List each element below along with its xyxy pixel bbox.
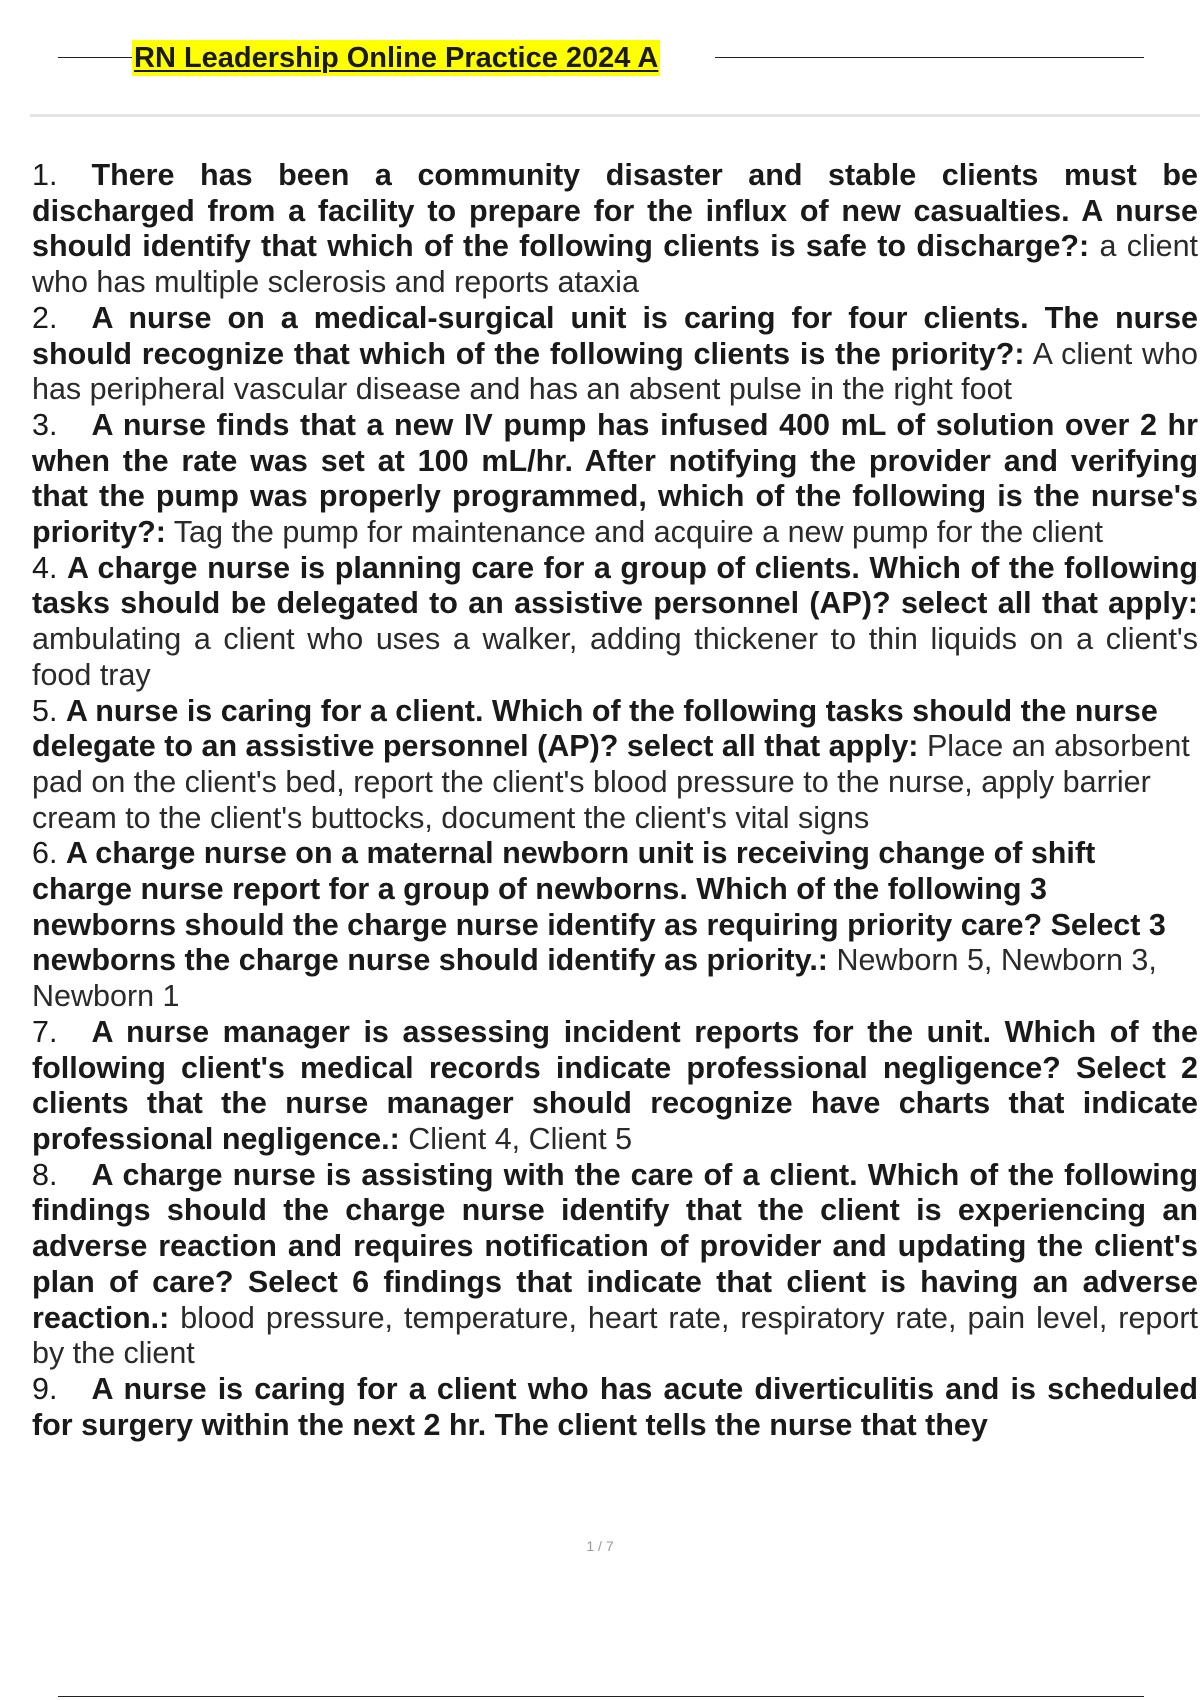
footer-rule (58, 1696, 1144, 1697)
question-list (32, 158, 1198, 1478)
question-text: A nurse is caring for a client who has acute diverticulitis and is scheduled for surgery within the next 2 hr. The client tells the nurse that they (32, 1371, 1198, 1442)
question-item-1 (32, 158, 1198, 301)
question-number: 8. (32, 1157, 58, 1192)
question-text: A nurse manager is assessing incident reports for the unit. Which of the following client's medical records indicate professional negligence? Select 2 clients that the nurse manager should recognize have charts that indicate professional negligence.: (32, 1014, 1198, 1156)
answer-text: blood pressure, temperature, heart rate, respiratory rate, pain level, report by the client (32, 1300, 1198, 1371)
question-item-4 (32, 551, 1198, 694)
title-rule-left (58, 57, 132, 58)
question-text: A nurse is caring for a client. Which of the following tasks should the nurse delegate to an assistive personnel (AP)? select all that apply: (32, 693, 1158, 764)
question-text: A nurse on a medical-surgical unit is caring for four clients. The nurse should recognize that which of the following clients is the priority?: (32, 300, 1198, 371)
answer-text: Client 4, Client 5 (408, 1121, 633, 1156)
question-item-7 (32, 1015, 1198, 1158)
question-item-6 (32, 836, 1198, 1015)
question-item-3 (32, 408, 1198, 551)
question-text: A charge nurse is planning care for a group of clients. Which of the following tasks should be delegated to an assistive personnel (AP)? select all that apply: (32, 550, 1198, 621)
question-number: 6. (32, 836, 58, 871)
answer-text: Tag the pump for maintenance and acquire a new pump for the client (173, 515, 1103, 550)
title-rule-right (715, 57, 1144, 58)
document-title: RN Leadership Online Practice 2024 A (134, 42, 659, 74)
question-number: 7. (32, 1014, 58, 1049)
question-number: 2. (32, 300, 58, 335)
question-number: 3. (32, 407, 58, 442)
answer-text: ambulating a client who uses a walker, adding thickener to thin liquids on a client's food tray (32, 622, 1198, 692)
question-item-9 (32, 1372, 1198, 1443)
document-header (58, 40, 1144, 76)
question-text: A charge nurse is assisting with the care of a client. Which of the following findings should the charge nurse identify that the client is experiencing an adverse reaction and requires notification of provider and updating the client's plan of care? Select 6 findings that indicate that client is having an adverse reaction.: (32, 1157, 1198, 1335)
question-number: 5. (32, 693, 58, 728)
question-number: 4. (32, 550, 58, 585)
question-number: 1. (32, 158, 58, 192)
question-item-2 (32, 301, 1198, 408)
page-indicator: 1 / 7 (586, 1538, 614, 1554)
question-item-5 (32, 694, 1198, 837)
question-text: There has been a community disaster and stable clients must be discharged from a facility to prepare for the influx of new casualties. A nurse should identify that which of the following clients is safe to discharge?: (32, 158, 1198, 264)
question-item-8 (32, 1158, 1198, 1372)
question-text: A charge nurse on a maternal newborn unit is receiving change of shift charge nurse report for a group of newborns. Which of the following 3 newborns should the charge nurse identify as requiring priority care? Select 3 newborns the charge nurse should identify as priority.: (32, 836, 1166, 978)
answer-text: a client who has multiple sclerosis and reports ataxia (32, 229, 1198, 300)
answer-text: Place an absorbent pad on the client's bed, report the client's blood pressure to the nurse, apply barrier cream to the client's buttocks, document the client's vital signs (32, 729, 1190, 835)
question-text: A nurse finds that a new IV pump has infused 400 mL of solution over 2 hr when the rate was set at 100 mL/hr. After notifying the provider and verifying that the pump was properly programmed, which of the following is the nurse's priority?: (32, 407, 1198, 550)
question-number: 9. (32, 1371, 58, 1406)
answer-text: Newborn 5, Newborn 3, Newborn 1 (32, 943, 1157, 1014)
answer-text: A client who has peripheral vascular disease and has an absent pulse in the right foot (32, 336, 1198, 407)
header-divider (30, 114, 1200, 117)
